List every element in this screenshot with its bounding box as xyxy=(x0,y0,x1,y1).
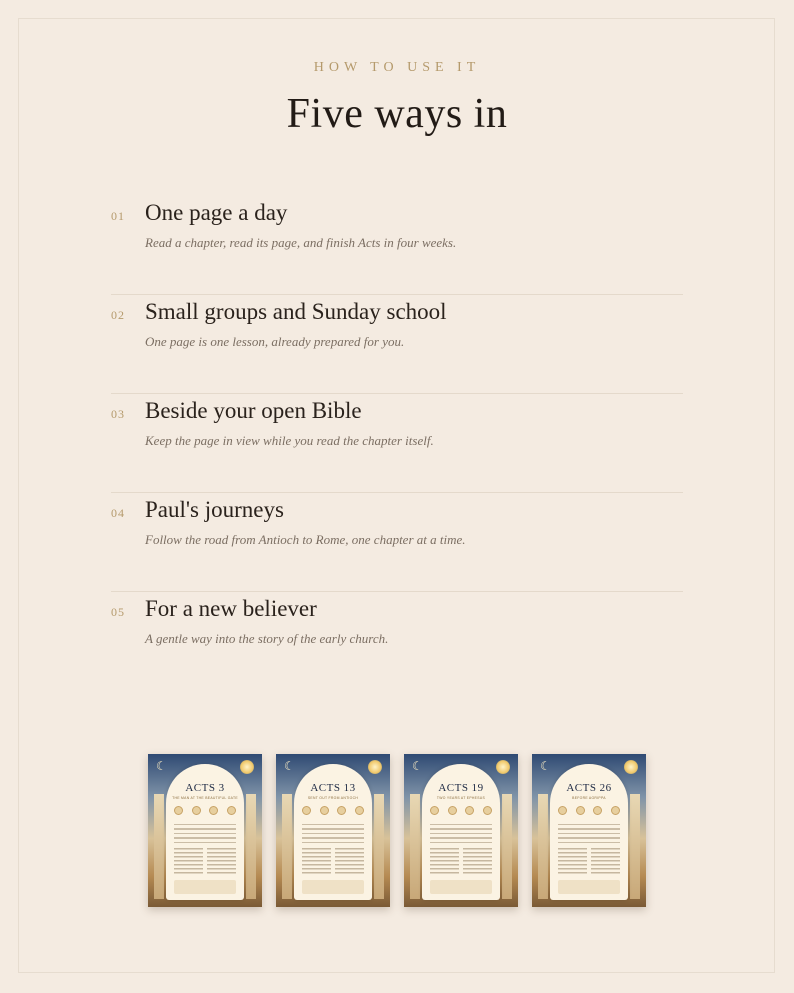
preview-icon-row xyxy=(174,806,236,818)
preview-label: ACTS 26 xyxy=(566,782,612,794)
crescent-moon-icon: ☾ xyxy=(284,759,295,773)
crescent-moon-icon: ☾ xyxy=(156,759,167,773)
page-panel xyxy=(166,764,244,900)
preview-columns xyxy=(558,848,620,874)
sun-icon xyxy=(624,760,638,774)
preview-icon-row xyxy=(430,806,492,818)
list-item xyxy=(111,592,683,690)
item-number: 04 xyxy=(111,506,125,520)
page-panel xyxy=(294,764,372,900)
preview-label: ACTS 3 xyxy=(185,782,225,794)
item-title: For a new believer xyxy=(145,596,317,621)
item-number: 01 xyxy=(111,209,125,223)
column-illustration xyxy=(630,794,640,899)
page-panel xyxy=(422,764,500,900)
crescent-moon-icon: ☾ xyxy=(412,759,423,773)
item-description: Follow the road from Antioch to Rome, one chapter at a time. xyxy=(145,532,466,547)
item-title: Small groups and Sunday school xyxy=(145,299,447,324)
list-item xyxy=(111,493,683,592)
item-description: Read a chapter, read its page, and finish Acts in four weeks. xyxy=(145,235,457,250)
column-illustration xyxy=(282,794,292,899)
preview-columns xyxy=(430,848,492,874)
preview-subtitle: TWO YEARS AT EPHESUS xyxy=(436,796,486,800)
item-description: Keep the page in view while you read the chapter itself. xyxy=(145,433,434,448)
preview-text-lines xyxy=(430,824,492,846)
crescent-moon-icon: ☾ xyxy=(540,759,551,773)
preview-subtitle: BEFORE AGRIPPA xyxy=(572,796,606,800)
item-description: A gentle way into the story of the early church. xyxy=(145,631,389,646)
sun-icon xyxy=(240,760,254,774)
list-item xyxy=(111,295,683,394)
ways-list xyxy=(111,196,683,690)
preview-footer xyxy=(558,880,620,894)
preview-text-lines xyxy=(174,824,236,846)
preview-subtitle: SENT OUT FROM ANTIOCH xyxy=(307,796,359,800)
section-eyebrow: HOW TO USE IT xyxy=(313,60,481,75)
preview-footer xyxy=(430,880,492,894)
preview-cards xyxy=(148,754,646,907)
preview-label: ACTS 13 xyxy=(310,782,356,794)
preview-text-lines xyxy=(558,824,620,846)
preview-label: ACTS 19 xyxy=(438,782,484,794)
item-number: 05 xyxy=(111,605,125,619)
preview-columns xyxy=(302,848,364,874)
preview-subtitle: THE MAN AT THE BEAUTIFUL GATE xyxy=(172,796,238,800)
page-panel xyxy=(550,764,628,900)
preview-card xyxy=(276,754,390,907)
column-illustration xyxy=(410,794,420,899)
list-item xyxy=(111,196,683,295)
preview-card xyxy=(404,754,518,907)
sun-icon xyxy=(368,760,382,774)
item-title: Paul's journeys xyxy=(145,497,284,522)
column-illustration xyxy=(538,794,548,899)
preview-footer xyxy=(174,880,236,894)
column-illustration xyxy=(374,794,384,899)
item-description: One page is one lesson, already prepared for you. xyxy=(145,334,405,349)
sun-icon xyxy=(496,760,510,774)
item-title: Beside your open Bible xyxy=(145,398,362,423)
preview-icon-row xyxy=(302,806,364,818)
item-number: 02 xyxy=(111,308,125,322)
preview-card xyxy=(148,754,262,907)
preview-icon-row xyxy=(558,806,620,818)
preview-columns xyxy=(174,848,236,874)
column-illustration xyxy=(246,794,256,899)
preview-card xyxy=(532,754,646,907)
preview-text-lines xyxy=(302,824,364,846)
page-title: Five ways in xyxy=(286,91,508,137)
item-number: 03 xyxy=(111,407,125,421)
column-illustration xyxy=(154,794,164,899)
item-title: One page a day xyxy=(145,200,288,225)
column-illustration xyxy=(502,794,512,899)
list-item xyxy=(111,394,683,493)
preview-footer xyxy=(302,880,364,894)
